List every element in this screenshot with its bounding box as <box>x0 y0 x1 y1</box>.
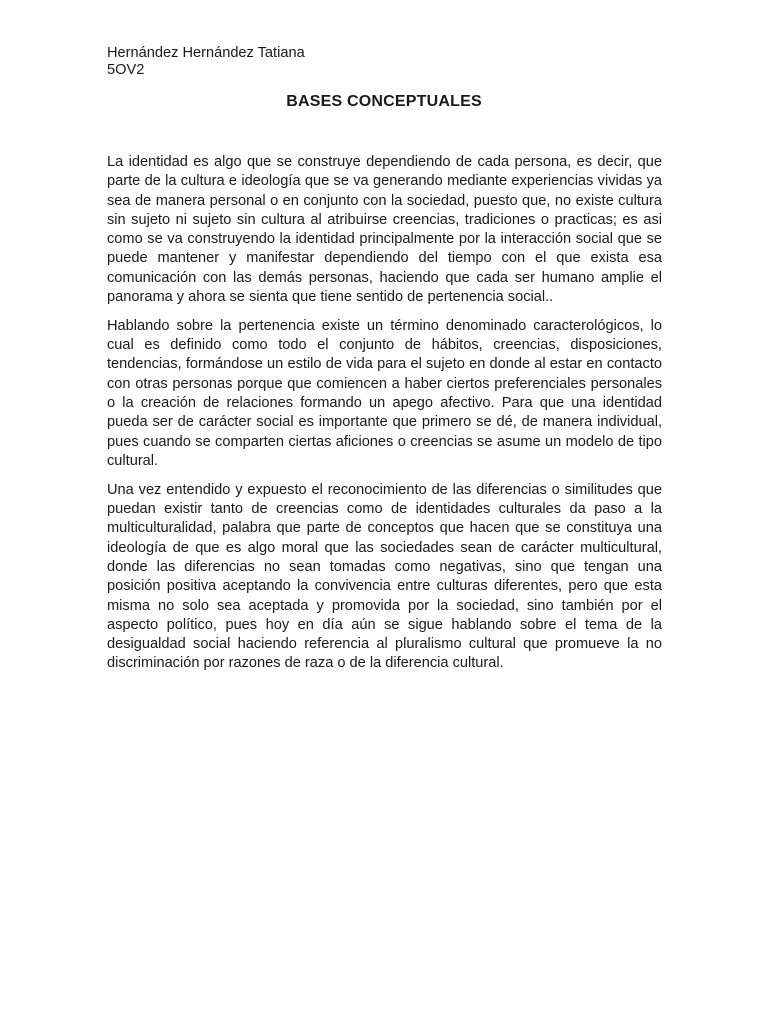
document-body <box>107 153 662 683</box>
paragraph-1: La identidad es algo que se construye dependiendo de cada persona, es decir, que parte de la cultura e ideología que se va generando mediante experiencias vividas ya sea de manera personal o en conjunto con la sociedad, puesto que, no existe cultura sin sujeto ni sujeto sin cultura al atribuirse creencias, tradiciones o practicas; es asi como se va construyendo la identidad principalmente por la interacción social que se puede mantener y manifestar dependiendo del tiempo con el que exista esa comunicación con las demás personas, haciendo que cada ser humano amplie el panorama y ahora se sienta que tiene sentido de pertenencia social.. <box>107 154 662 306</box>
document-header <box>107 45 305 79</box>
group-code: 5OV2 <box>107 62 145 78</box>
document-title: BASES CONCEPTUALES <box>286 93 482 110</box>
author-name: Hernández Hernández Tatiana <box>107 45 305 61</box>
paragraph-2: Hablando sobre la pertenencia existe un término denominado caracterológicos, lo cual es definido como todo el conjunto de hábitos, creencias, disposiciones, tendencias, formándose un estilo de vida para el sujeto en donde al estar en contacto con otras personas porque que comiencen a haber ciertos preferenciales personales o la creación de relaciones formando un apego afectivo. Para que una identidad pueda ser de carácter social es importante que primero se dé, de manera individual, pues cuando se comparten ciertas aficiones o creencias se asume un modelo de tipo cultural. <box>107 317 662 469</box>
paragraph-3: Una vez entendido y expuesto el reconocimiento de las diferencias o similitudes que puedan existir tanto de creencias como de identidades culturales da paso a la multiculturalidad, palabra que parte de conceptos que hacen que se constituya una ideología de que es algo moral que las sociedades sean de carácter multicultural, donde las diferencias no sean tomadas como negativas, sino que tengan una posición positiva aceptando la convivencia entre culturas diferentes, pero que esta misma no solo sea aceptada y promovida por la sociedad, sino también por el aspecto político, pues hoy en día aún se sigue hablando sobre el tema de la desigualdad social haciendo referencia al pluralismo cultural que promueve la no discriminación por razones de raza o de la diferencia cultural. <box>107 481 662 672</box>
